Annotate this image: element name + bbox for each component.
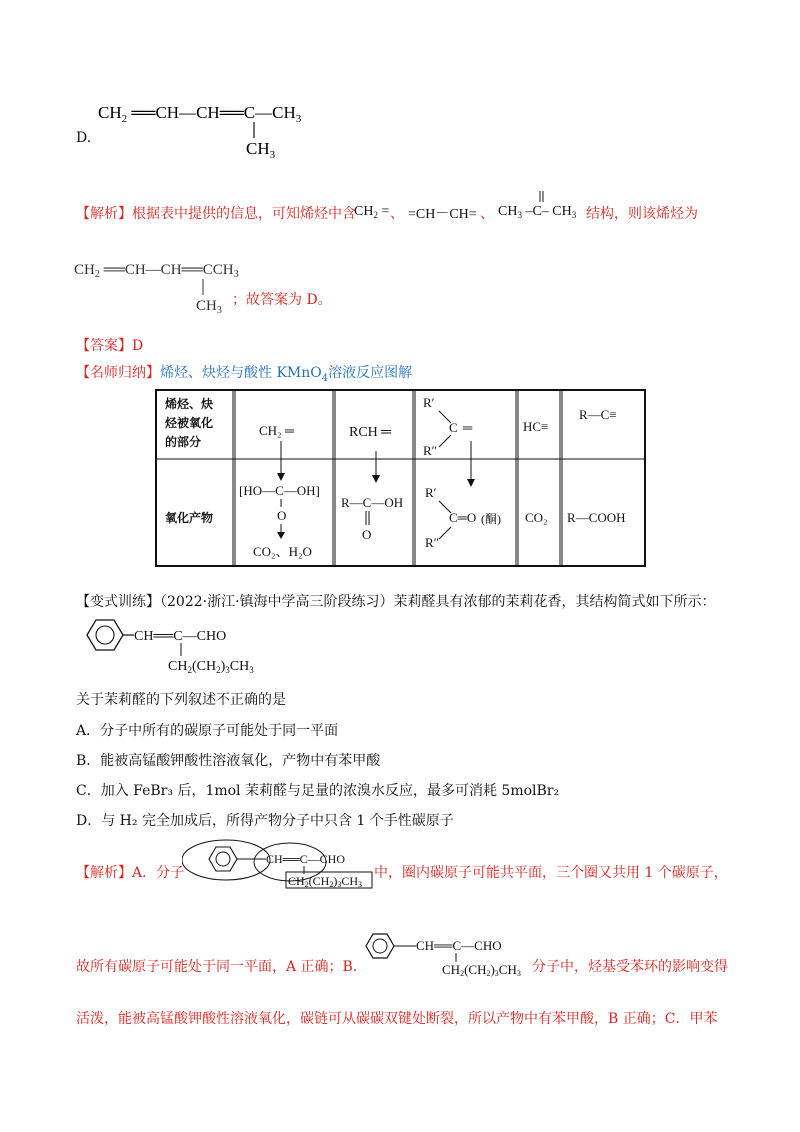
cell-co2-h2o: CO₂、H₂O: [253, 544, 312, 559]
svg-text:R′: R′: [425, 485, 437, 500]
summary-title-a: 烯烃、炔烃与酸性 KMnO: [160, 365, 322, 381]
svg-text:R″: R″: [423, 443, 438, 458]
variant-line: [76, 591, 716, 611]
svg-text:CH3: $CH_3$: [246, 139, 276, 161]
summary-title-b: 溶液反应图解: [328, 365, 413, 381]
jasmine-aldehyde-structure-b: [358, 926, 534, 986]
analysis2-a-suffix: 中，圈内碳原子可能共平面，三个圈又共用 1 个碳原子，: [374, 865, 728, 881]
analysis2-line2a: 故所有碳原子可能处于同一平面，A 正确；B．: [76, 959, 367, 975]
analysis1-text-c: ；故答案为 D。: [232, 292, 332, 308]
option-d-structure: [74, 92, 334, 162]
analysis1-line1: [76, 203, 356, 223]
answer-tag: 【答案】: [76, 338, 132, 354]
cell-rcooh: R—COOH: [567, 510, 626, 525]
cell-ch2: CH₂ ═: [259, 423, 295, 438]
svg-text:CH══C—CHO: CH══C—CHO: [134, 629, 227, 644]
svg-text:CH2 ══CH—CH══C—CH3: $CH_2$ $══CH—CH══C—CH_3$: [98, 103, 302, 125]
svg-text:CH2(CH2)3CH3: $CH_2(CH_2)_3CH_3$: [168, 659, 254, 675]
svg-text:CH2 ══CH—CH══CCH3: $CH_2$ $══CH—CH══CCH_3$: [74, 262, 239, 280]
row1-header-line3: 的部分: [165, 435, 202, 449]
svg-text:CH2 =: $CH_2$ =: [354, 204, 390, 220]
cell-ketone-note: (酮): [481, 512, 501, 526]
table-row1-header: [165, 395, 229, 452]
variant-tag: 【变式训练】: [76, 594, 160, 610]
svg-text:CH2(CH2)3CH3: CH2(CH2)3CH3: [442, 962, 521, 978]
svg-text:[HO—C—OH]: [HO—C—OH]: [239, 483, 320, 498]
variant-question: 关于茉莉醛的下列叙述不正确的是: [76, 692, 286, 708]
svg-text:C═O: C═O: [449, 510, 477, 525]
summary-tag: 【名师归纳】: [76, 365, 160, 381]
summary-line: [76, 362, 412, 384]
svg-text:CH══C—CHO: CH══C—CHO: [266, 852, 346, 866]
analysis1-text-b: 结构，则该烯烃为: [586, 206, 698, 222]
analysis1-text-a: 根据表中提供的信息，可知烯烃中含: [132, 206, 356, 222]
cell-rch: RCH ═: [349, 425, 392, 440]
table-row2-header: 氧化产物: [165, 511, 214, 525]
svg-text:C: C: [449, 420, 458, 435]
analysis1-sep1: 、: [390, 206, 404, 222]
reaction-table: [155, 389, 646, 567]
svg-text:R—C—OH: R—C—OH: [341, 495, 404, 510]
svg-text:R′: R′: [423, 395, 435, 410]
analysis2-line2b: 分子中，烃基受苯环的影响变得: [532, 959, 728, 975]
svg-text:CH3: $CH_3$: [196, 298, 222, 315]
answer-value: D: [132, 338, 144, 354]
svg-text:R″: R″: [425, 535, 440, 550]
analysis2-line1: [76, 862, 184, 882]
svg-text:CH2(CH2)3CH3: CH2(CH2)3CH3: [288, 874, 363, 889]
option-d: D．与 H₂ 完全加成后，所得产物分子中只含 1 个手性碳原子: [76, 813, 454, 829]
option-b: B．能被高锰酸钾酸性溶液氧化，产物中有苯甲酸: [76, 753, 381, 769]
cell-rc-triple: R—C≡: [579, 407, 617, 422]
svg-text:O: O: [362, 527, 372, 542]
row1-header-line1: 烯烃、炔: [165, 397, 214, 411]
analysis2-tag: 【解析】: [76, 865, 132, 881]
svg-text:CH3 –C– CH3: $CH_3$ –C– $CH_3$: [498, 204, 577, 220]
fragment-ch-ch: =CH－CH=: [408, 207, 477, 222]
analysis2-line3: 活泼，能被高锰酸钾酸性溶液氧化，碳链可从碳碳双键处断裂，所以产物中有苯甲酸，B 正确；C．甲苯: [76, 1011, 718, 1027]
option-c: C．加入 FeBr₃ 后，1mol 茉莉醛与足量的浓溴水反应，最多可消耗 5molBr₂: [76, 783, 560, 799]
cell-hc-triple: HC≡: [523, 419, 549, 434]
analysis-tag: 【解析】: [76, 206, 132, 222]
variant-text: （2022·浙江·镇海中学高三阶段练习）茉莉醛具有浓郁的茉莉花香，其结构简式如下所示：: [160, 594, 716, 610]
analysis2-a-prefix: A．分子: [132, 865, 185, 881]
svg-text:CH══C—CHO: CH══C—CHO: [416, 938, 502, 953]
row1-header-line2: 烃被氧化: [165, 416, 214, 430]
svg-text:O: O: [277, 508, 287, 523]
cell-co2: CO₂: [525, 510, 548, 525]
answer-line: [76, 335, 143, 355]
answer-structure: [72, 255, 242, 319]
summary-title-sub: 4: [321, 372, 329, 384]
option-d-label: D.: [76, 130, 92, 146]
jasmine-aldehyde-circled: [182, 838, 382, 898]
svg-text:═: ═: [463, 420, 473, 435]
fragment-ketone-like: [496, 186, 592, 226]
option-a: A．分子中所有的碳原子可能处于同一平面: [76, 723, 339, 739]
analysis1-sep2: 、: [480, 206, 494, 222]
jasmine-aldehyde-structure: [74, 612, 274, 682]
